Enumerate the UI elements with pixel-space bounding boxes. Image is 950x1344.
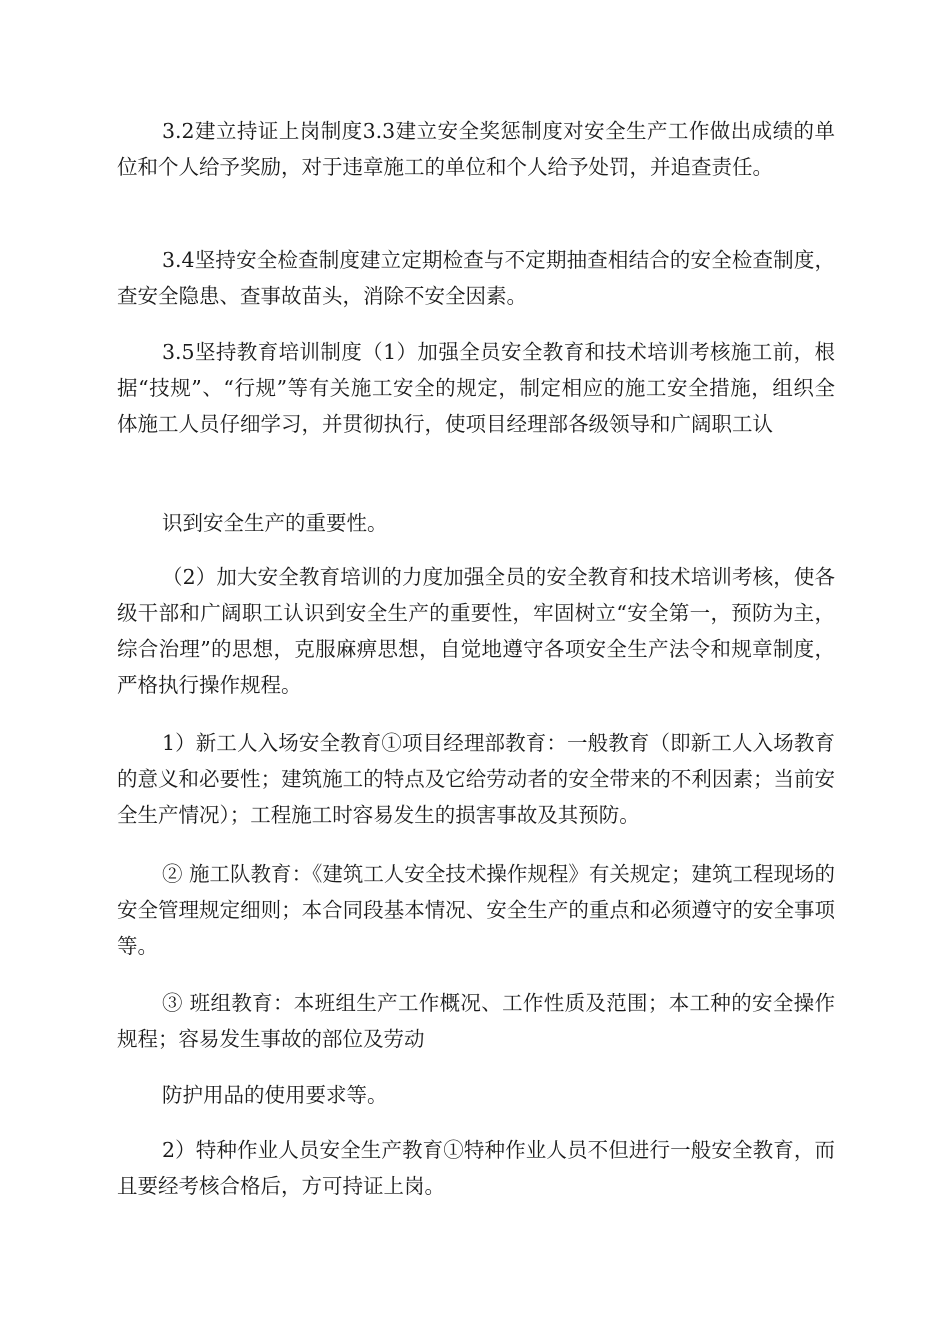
- paragraph: 3.4坚持安全检查制度建立定期检查与不定期抽查相结合的安全检查制度，查安全隐患、查事故苗头，消除不安全因素。: [117, 248, 835, 308]
- paragraph: 识到安全生产的重要性。: [162, 511, 388, 535]
- paragraph: （2）加大安全教育培训的力度加强全员的安全教育和技术培训考核，使各级干部和广阔职工认识到安全生产的重要性，牢固树立“安全第一，预防为主，综合治理”的思想，克服麻痹思想，自觉地遵守各项安全生产法令和规章制度，严格执行操作规程。: [117, 565, 835, 697]
- paragraph: 3.2建立持证上岗制度3.3建立安全奖惩制度对安全生产工作做出成绩的单位和个人给予奖励，对于违章施工的单位和个人给予处罚，并追查责任。: [117, 119, 835, 179]
- paragraph: 防护用品的使用要求等。: [162, 1083, 388, 1107]
- paragraph: ② 施工队教育：《建筑工人安全技术操作规程》有关规定；建筑工程现场的安全管理规定细则；本合同段基本情况、安全生产的重点和必须遵守的安全事项等。: [117, 862, 835, 958]
- paragraph: 1）新工人入场安全教育①项目经理部教育：一般教育（即新工人入场教育的意义和必要性；建筑施工的特点及它给劳动者的安全带来的不利因素；当前安全生产情况）；工程施工时容易发生的损害事故及其预防。: [117, 731, 835, 827]
- paragraph: 2）特种作业人员安全生产教育①特种作业人员不但进行一般安全教育，而且要经考核合格后，方可持证上岗。: [117, 1138, 835, 1198]
- paragraph: ③ 班组教育：本班组生产工作概况、工作性质及范围；本工种的安全操作规程；容易发生事故的部位及劳动: [117, 991, 835, 1051]
- paragraph: 3.5坚持教育培训制度（1）加强全员安全教育和技术培训考核施工前，根据“技规”、“行规”等有关施工安全的规定，制定相应的施工安全措施，组织全体施工人员仔细学习，并贯彻执行，使项目经理部各级领导和广阔职工认: [117, 340, 835, 436]
